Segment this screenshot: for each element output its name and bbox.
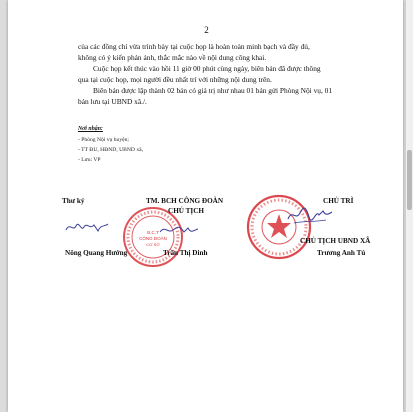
scrollbar-thumb[interactable]: [407, 150, 412, 210]
union-signature: [158, 222, 200, 238]
chair-name: Trương Anh Tú: [317, 249, 366, 257]
recipient-item: - Phòng Nội vụ huyện;: [78, 137, 129, 143]
svg-text:CÔNG ĐOÀN: CÔNG ĐOÀN: [139, 236, 167, 241]
body-line-3: Cuộc họp kết thúc vào hồi 11 giờ 00 phút cùng ngày, biên bản đã được thông: [93, 64, 321, 73]
union-name: Trần Thị Dinh: [163, 249, 208, 257]
svg-text:CƠ SỞ: CƠ SỞ: [146, 242, 160, 247]
body-line-4: qua tại cuộc họp, mọi người đều nhất trí với những nội dung trên.: [78, 75, 272, 84]
page-number: 2: [204, 25, 209, 35]
secretary-name: Nông Quang Hưởng: [65, 249, 128, 257]
chair-title: CHỦ TRÌ: [323, 197, 354, 205]
recipient-item: - TT ĐU, HĐND, UBND xã,: [78, 147, 144, 153]
union-subtitle: CHỦ TỊCH: [168, 207, 205, 215]
recipient-item: - Lưu: VP: [78, 157, 101, 163]
body-line-2: không có ý kiến phản ánh, thắc mắc nào về nội dung công khai.: [78, 53, 267, 62]
secretary-title: Thư ký: [62, 197, 85, 205]
vertical-scrollbar[interactable]: [405, 0, 413, 412]
recipients-title: Nơi nhận:: [78, 126, 103, 132]
secretary-signature: [64, 218, 110, 236]
body-line-6: bản lưu tại UBND xã./.: [78, 97, 147, 106]
body-line-5: Biên bản được lập thành 02 bản có giá trị như nhau 01 bản gửi Phòng Nội vụ, 01: [93, 86, 333, 95]
union-title: TM. BCH CÔNG ĐOÀN: [146, 197, 224, 205]
chair-signature: [286, 203, 334, 227]
body-line-1: của các đồng chí vừa trình bày tại cuộc họp là hoàn toàn minh bạch và đầy đủ,: [78, 42, 310, 51]
svg-text:B.C.T: B.C.T: [147, 230, 159, 235]
chair-subtitle: CHỦ TỊCH UBND XÃ: [300, 237, 371, 245]
